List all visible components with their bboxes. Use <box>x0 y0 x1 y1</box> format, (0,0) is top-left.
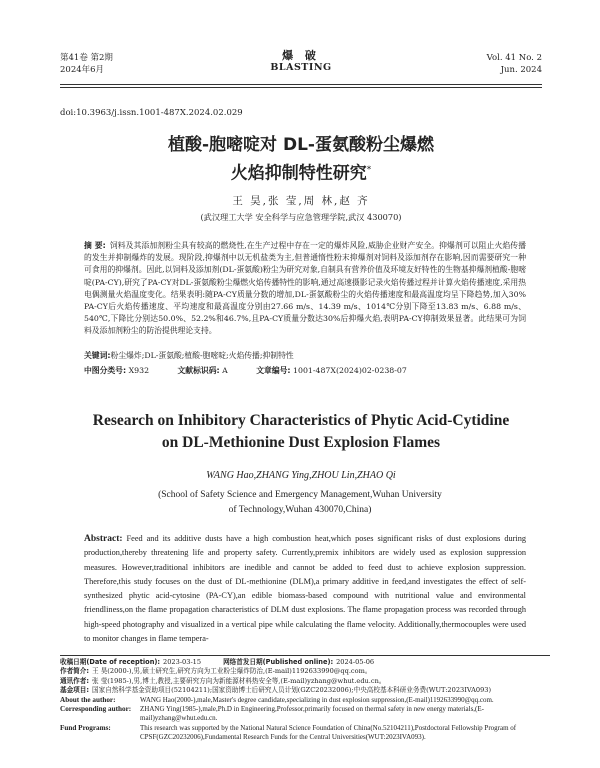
corr-cn-label: 通讯作者: <box>60 676 90 685</box>
published-date: 2024-05-06 <box>336 658 375 666</box>
fund-cn-row <box>60 686 542 695</box>
title-cn-line2: 火焰抑制特性研究 <box>230 163 367 184</box>
journal-name <box>60 50 542 74</box>
abstract-cn <box>84 240 526 338</box>
affiliation-cn: (武汉理工大学 安全科学与应急管理学院,武汉 430070) <box>200 212 402 222</box>
clc-value: X932 <box>128 366 150 375</box>
keywords-cn <box>84 350 526 361</box>
title-cn <box>60 133 542 187</box>
date-cn: 2024年6月 <box>60 65 105 75</box>
author-cn-label: 作者简介: <box>60 667 90 676</box>
title-en-line1: Research on Inhibitory Characteristics of Phytic Acid-Cytidine <box>92 412 510 429</box>
affiliation-en-line2: of Technology,Wuhan 430070,China) <box>228 504 372 515</box>
abstract-en-text: Feed and its additive dusts have a high combustion heat,which poses significant risks of dust explosions during production,thereby threatening life and property safety. Currently,premix inhibitors are widely used as explosion suppression measures. However,traditional inhibitors are inedible and cannot be added to feed dust to achieve explosion suppression. Therefore,this study focuses on the dust of DL-methionine (DLM),a primary additive in feed,and investigates the effect of self-synthesized phytic acid-cytosine (PA-CY),an edible biomass-based compound with nutritional value and environmental friendliness,on the flame propagation characteristics of DLM dust explosions. The flame propagation process was recorded through high-speed photography and visualized in a vertical pipe while calculating the flame velocity. Additionally,thermocouples were used to monitor changes in flame tempera- <box>84 534 526 644</box>
published-label: 网络首发日期(Published online): <box>223 658 334 666</box>
about-en-row <box>60 696 542 705</box>
corr-en-text: ZHANG Ying(1985-),male,Ph.D in Engineering,Professor,primarily focused on thermal safety in new energy materials,(E-mail)yzhang@whut.edu.cn. <box>140 705 484 723</box>
doi: doi:10.3963/j.issn.1001-487X.2024.02.029 <box>60 108 243 118</box>
title-en <box>60 410 542 454</box>
received-row <box>60 658 542 667</box>
keywords-cn-text: 粉尘爆炸;DL-蛋氨酸;植酸-胞嘧啶;火焰传播;抑制特性 <box>110 351 294 360</box>
article-id-value: 1001-487X(2024)02-0238-07 <box>293 366 407 375</box>
volume-issue-cn: 第41卷 第2期 <box>60 53 113 63</box>
authors-en: WANG Hao,ZHANG Ying,ZHOU Lin,ZHAO Qi <box>206 470 396 481</box>
doc-code-label: 文献标识码: <box>177 366 220 375</box>
fund-en-label: Fund Programs: <box>60 723 111 732</box>
received-label: 收稿日期(Date of reception): <box>60 658 161 666</box>
abstract-en <box>84 532 526 650</box>
corr-en-row <box>60 705 542 724</box>
footnotes <box>60 658 542 743</box>
abstract-cn-label: 摘 要: <box>84 241 106 250</box>
fund-cn-label: 基金项目: <box>60 686 90 695</box>
date-en: Jun. 2024 <box>500 65 542 75</box>
corr-en-label: Corresponding author: <box>60 705 132 714</box>
running-header <box>60 50 542 84</box>
authors-cn: 王 昊,张 莹,周 林,赵 齐 <box>232 195 370 207</box>
keywords-cn-label: 关键词: <box>84 351 111 360</box>
doc-code-value: A <box>222 366 228 375</box>
affiliation-en <box>130 488 470 517</box>
author-cn-row <box>60 667 542 676</box>
title-cn-line1: 植酸-胞嘧啶对 DL-蛋氨酸粉尘爆燃 <box>168 135 434 155</box>
clc-label: 中图分类号: <box>84 366 127 375</box>
affiliation-en-line1: (School of Safety Science and Emergency Management,Wuhan University <box>158 490 442 500</box>
abstract-en-label: Abstract: <box>84 534 123 544</box>
volume-issue-en: Vol. 41 No. 2 <box>486 53 542 63</box>
author-cn-text: 王 昊(2000-),男,硕士研究生,研究方向为工业粉尘爆炸防治,(E-mail)1192633990@qq.com。 <box>92 667 372 676</box>
abstract-cn-text: 饲料及其添加剂粉尘具有较高的燃烧性,在生产过程中存在一定的爆炸风险,威胁企业财产安全。抑爆剂可以阻止火焰传播的发生并抑制爆炸的发展。现阶段,抑爆剂中以无机盐类为主,但普通惰性粉末抑爆剂对饲料及添加剂存在影响,因而需要研究一种可食用的抑爆剂。因此,以饲料及添加剂(DL-蛋氨酸)粉尘为研究对象,自制具有营养价值及环境友好特性的生物基抑爆剂植酸-胞嘧啶(PA-CY),研究了PA-CY对DL-蛋氨酸粉尘爆燃火焰传播特性的影响,通过高速摄影记录火焰传播过程并计算火焰传播速度,采用热电偶测量火焰温度变化。结果表明:随PA-CY质量分数的增加,DL-蛋氨酸粉尘的火焰传播速度和最高温度均呈下降趋势,加入30% PA-CY后火焰传播速度、平均速度和最高温度分别由27.66 m/s、14.39 m/s、1014℃分别下降至13.83 m/s、6.88 m/s、540℃,下降比分别达50.0%、52.2%和46.7%,且PA-CY质量分数达30%后抑爆火焰,表明PA-CY抑制效果显著。此结果可为饲料及添加剂粉尘的防治提供理论支持。 <box>84 241 527 336</box>
article-id-label: 文章编号: <box>256 366 291 375</box>
header-rule-thin <box>60 87 542 88</box>
fund-en-row <box>60 724 542 743</box>
footnote-rule <box>60 655 550 656</box>
received-date: 2023-03-15 <box>163 658 202 666</box>
issue-info-en <box>487 52 542 76</box>
corr-cn-text: 张 莹(1985-),男,博士,教授,主要研究方向为新能源材料热安全等,(E-mail)yzhang@whut.edu.cn。 <box>92 676 386 685</box>
title-en-line2: on DL-Methionine Dust Explosion Flames <box>161 434 441 451</box>
journal-name-en: BLASTING <box>270 62 332 73</box>
about-en-label: About the author: <box>60 695 116 704</box>
fund-en-text: This research was supported by the National Natural Science Foundation of China(No.52104211),Postdoctoral Fellowship Program of CPSF(GZC20232006),Fundamental Research Funds for the Central Universities(WUT:2023IVA093). <box>140 723 517 742</box>
fund-cn-text: 国家自然科学基金资助项目(52104211);国家资助博士后研究人员计划(GZC20232006);中央高校基本科研业务费(WUT:2023IVA093) <box>92 686 492 695</box>
header-rule-thick <box>60 84 542 85</box>
title-footnote-mark: * <box>366 165 372 175</box>
corr-cn-row <box>60 677 542 686</box>
classification-row <box>84 365 526 376</box>
about-en-text: WANG Hao(2000-),male,Master's degree candidate,specializing in dust explosion suppression,(E-mail)1192633990@qq.com. <box>140 695 494 704</box>
journal-name-cn: 爆 破 <box>282 49 320 62</box>
